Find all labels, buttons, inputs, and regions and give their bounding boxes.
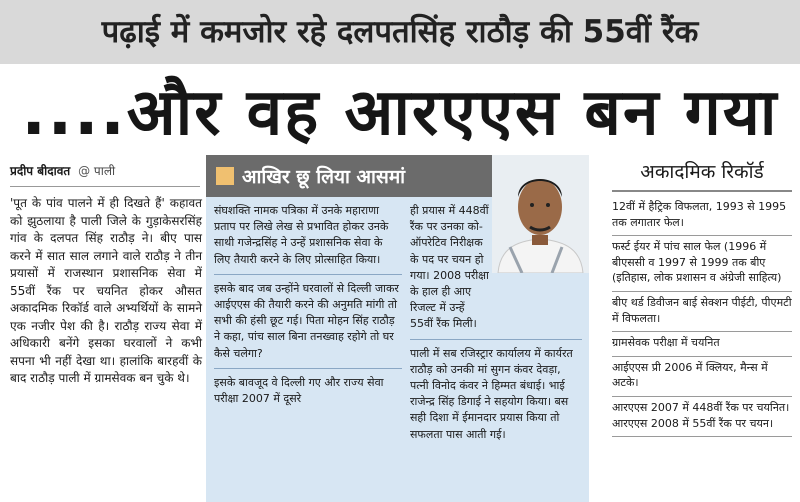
- box-title: आखिर छू लिया आसमां: [242, 166, 406, 188]
- box-column-1: [214, 203, 402, 419]
- record-list: [612, 196, 792, 437]
- record-item: आईएएस प्री 2006 में क्लियर, मैन्स में अटके।: [612, 357, 792, 397]
- record-item: 12वीं में हैट्रिक विफलता, 1993 से 1995 तक लगातार फेल।: [612, 196, 792, 236]
- main-headline: ....और वह आरएएस बन गया: [21, 76, 779, 150]
- box-paragraph: ही प्रयास में 448वीं रैंक पर उनका को-ऑपरेटिव निरीक्षक के पद पर चयन हो गया। 2008 परीक्षा के हाल ही आए रिजल्ट में उन्हें 55वीं रैंक मिली।: [410, 203, 582, 340]
- author-name: प्रदीप बीदावत: [10, 164, 71, 178]
- record-item: ग्रामसेवक परीक्षा में चयनित: [612, 332, 792, 357]
- box-header: [206, 155, 492, 197]
- record-item: फर्स्ट ईयर में पांच साल फेल (1996 में बीएससी व 1997 से 1999 तक बीए (इतिहास, लोक प्रशासन व अंग्रेजी साहित्य): [612, 236, 792, 292]
- box-paragraph: संघशक्ति नामक पत्रिका में उनके महाराणा प्रताप पर लिखे लेख से प्रभावित होकर उनके साथी गजेन्द्रसिंह ने उन्हें प्रशासनिक सेवा के लिए तैयारी करने के लिए प्रोत्साहित किया।: [214, 203, 402, 275]
- record-divider: [612, 190, 792, 192]
- sidebar-box: [206, 155, 589, 502]
- box-paragraph: इसके बाद जब उन्होंने घरवालों से दिल्ली जाकर आईएएस की तैयारी करने की अनुमति मांगी तो सभी की हंसी छूट गई। पिता मोहन सिंह राठौड़ ने कहा, पांच साल बिना तनख्वाह रहोगे तो घर कैसे चलेगा?: [214, 281, 402, 369]
- record-item: आरएएस 2007 में 448वीं रैंक पर चयनित। आरएएस 2008 में 55वीं रैंक पर चयन।: [612, 397, 792, 437]
- lead-story-text: 'पूत के पांव पालने में ही दिखते हैं' कहावत को झुठलाया है पाली जिले के गुड़ाकेसरसिंह गांव के दलपत सिंह राठौड़ ने। बीए पास करने में सात साल लगाने वाले राठौड़ ने तीन प्रयासों में राजस्थान प्रशासनिक सेवा में 55वीं रैंक पर चयनित होकर औसत अकादमिक रिकॉर्ड वाले अभ्यर्थियों के सामने एक नजीर पेश की है। राठौड़ राज्य सेवा में अधिकारी बनेंगे इसका घरवालों ने कभी सपना भी नहीं देखा था। हालांकि बारहवीं के बाद राठौड़ पाली में ग्रामसेवक बन चुके थे।: [10, 196, 202, 385]
- box-paragraph: पाली में सब रजिस्ट्रार कार्यालय में कार्यरत राठौड़ को उनकी मां सुगन कंवर देवड़ा, पत्नी विनोद कंवर ने हिम्मत बंधाई। भाई राजेन्द्र सिंह डिगाई ने सहयोग किया। बस सही दिशा में ईमानदार प्रयास किया तो सफलता पास आती गई।: [410, 346, 573, 441]
- box-paragraph: इसके बावजूद वे दिल्ली गए और राज्य सेवा परीक्षा 2007 में दूसरे: [214, 375, 384, 406]
- record-item: बीए थर्ड डिवीजन बाई सेक्शन पीईटी, पीएमटी में विफलता।: [612, 292, 792, 332]
- record-title: अकादमिक रिकॉर्ड: [640, 161, 764, 183]
- dateline-place: पाली: [93, 164, 116, 178]
- byline-divider: [10, 186, 200, 187]
- byline: [10, 160, 200, 182]
- kicker-headline: पढ़ाई में कमजोर रहे दलपतसिंह राठौड़ की 55वीं रैंक: [0, 0, 800, 64]
- box-column-2: [410, 203, 582, 455]
- at-symbol: @: [78, 164, 91, 178]
- square-bullet-icon: [216, 167, 234, 185]
